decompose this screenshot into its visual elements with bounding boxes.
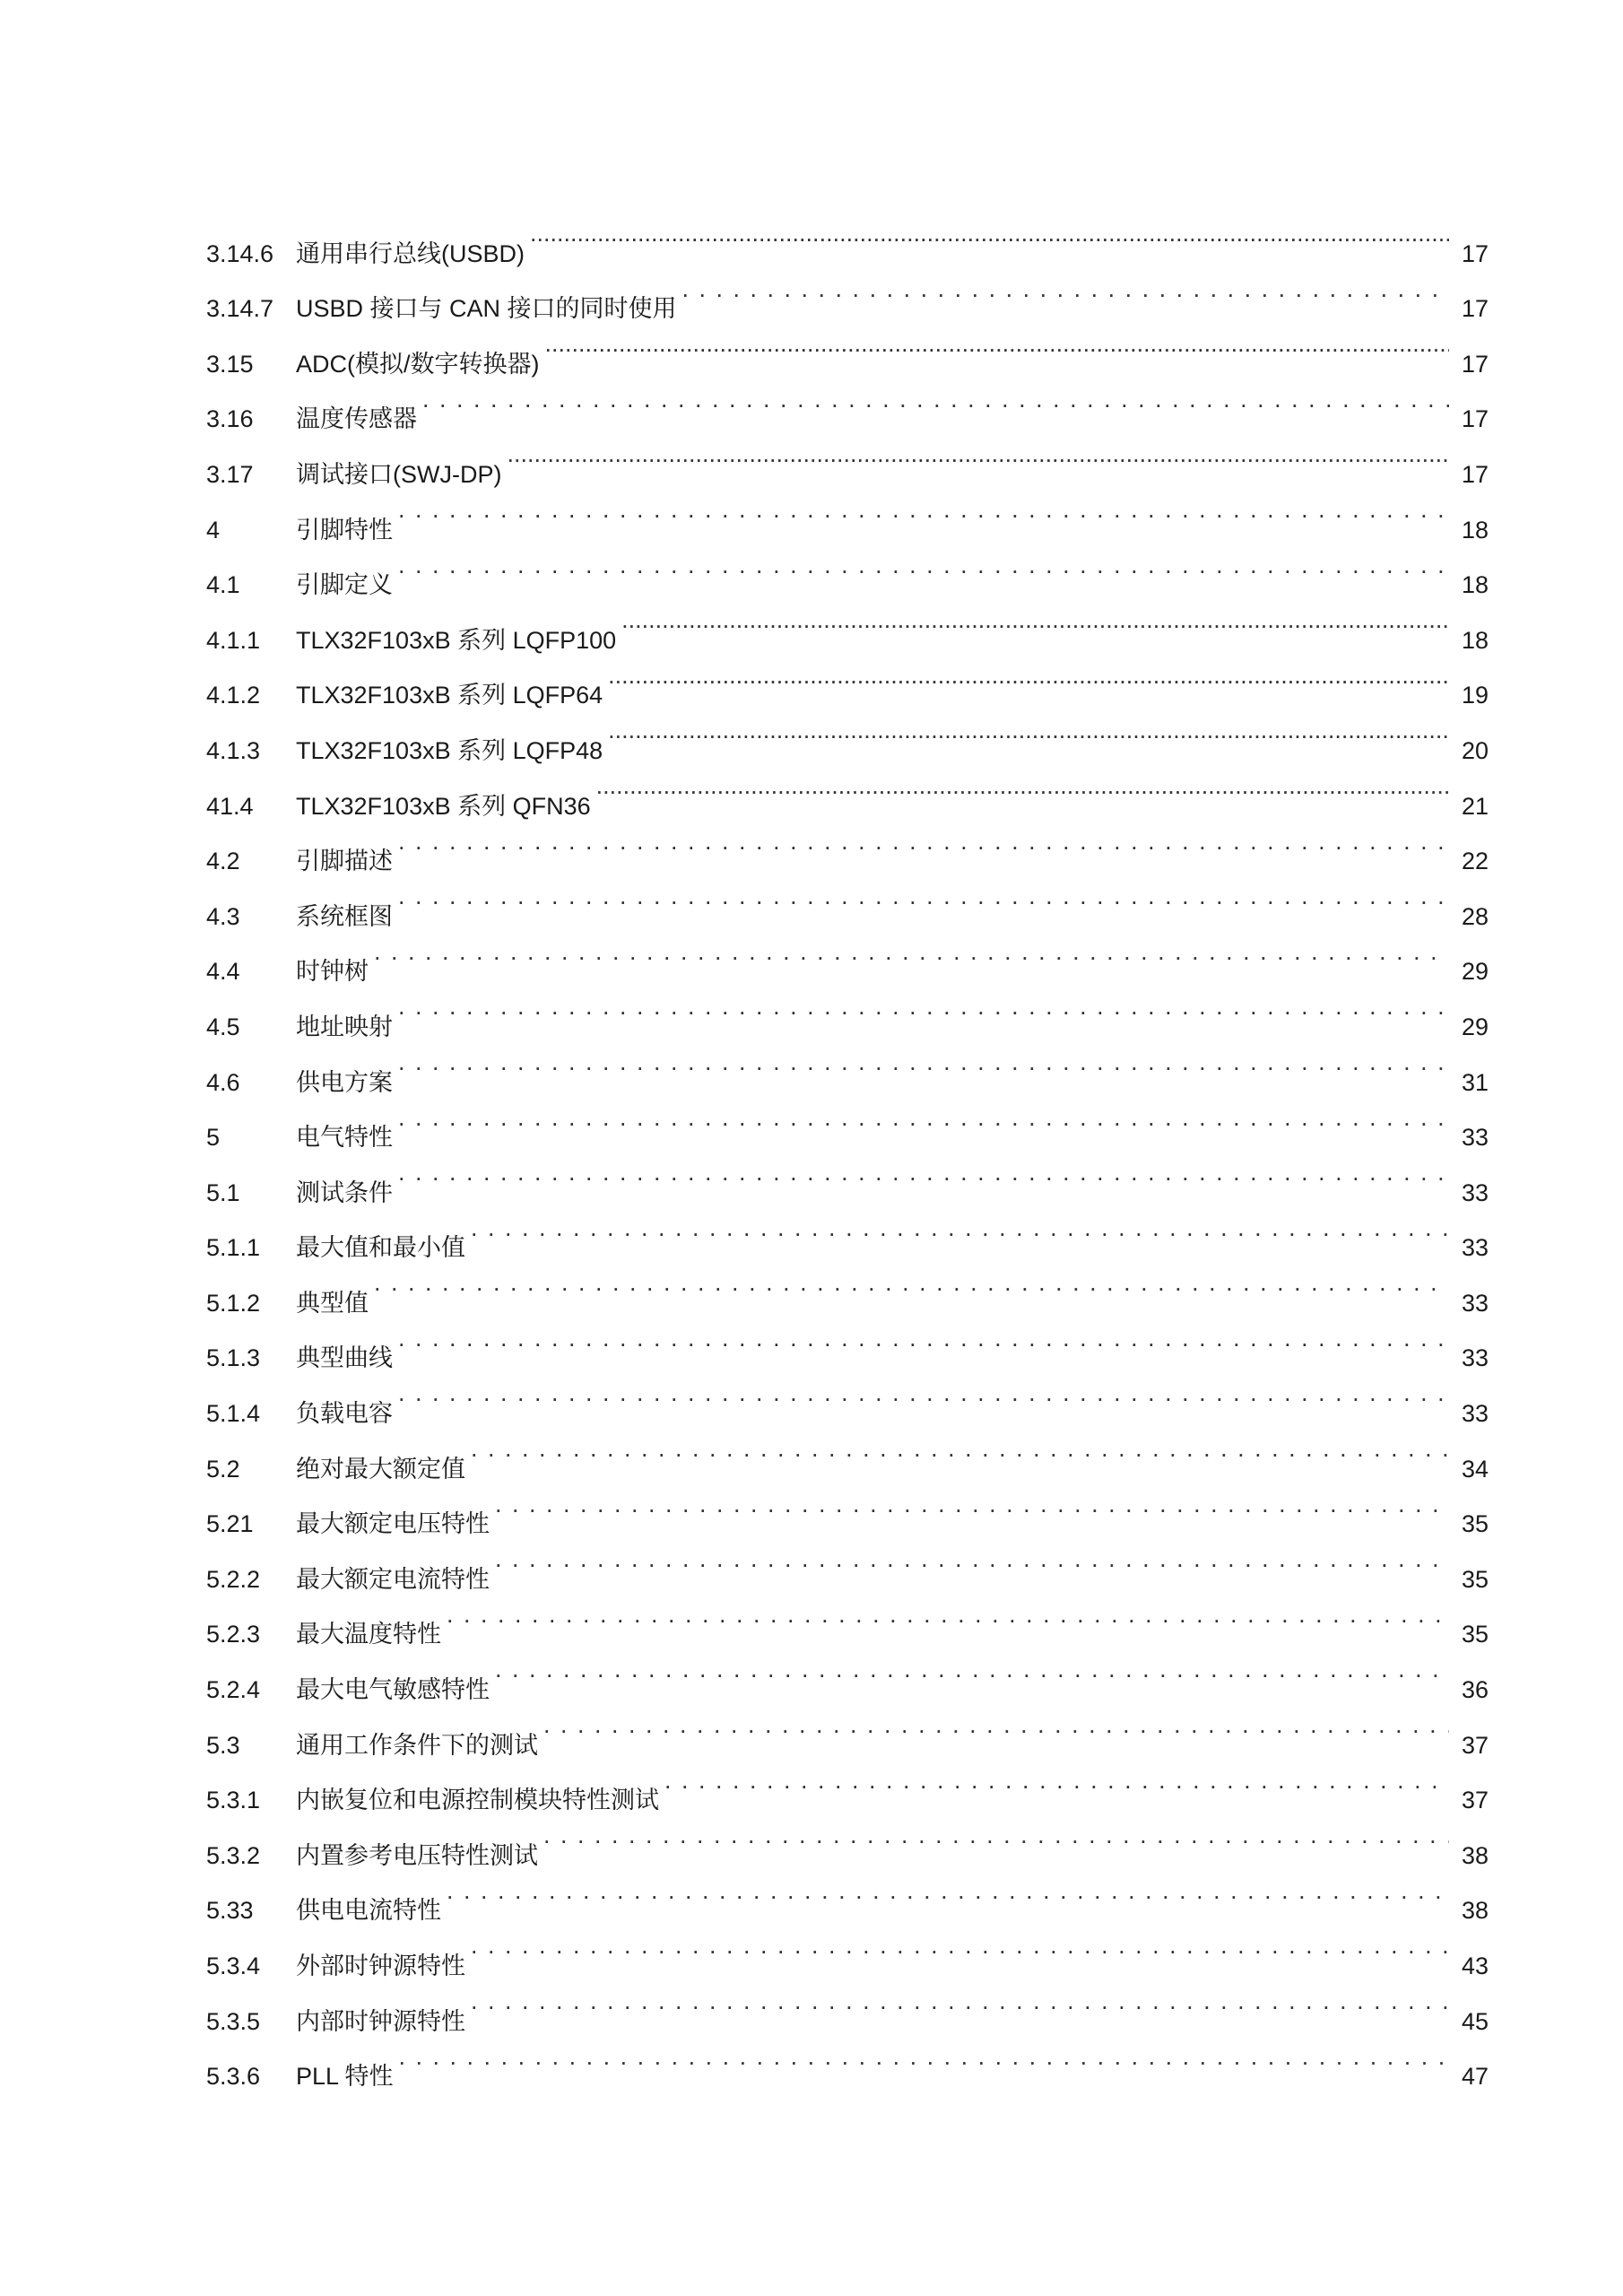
toc-entry-title: PLL 特性	[296, 2063, 394, 2091]
toc-entry-title: 引脚描述	[296, 848, 393, 875]
toc-entry-title: 温度传感器	[296, 405, 417, 433]
toc-entry-page: 33	[1461, 1178, 1488, 1206]
toc-entry-title: 电气特性	[296, 1124, 393, 1152]
toc-dot-leader	[447, 1587, 1449, 1643]
toc-dot-leader	[682, 262, 1449, 317]
toc-entry-title: 最大额定电压特性	[296, 1510, 490, 1538]
toc-entry[interactable]	[206, 925, 1488, 986]
toc-dot-leader	[543, 1698, 1449, 1753]
toc-entry-title: 负载电容	[296, 1400, 393, 1428]
toc-entry-title: TLX32F103xB 系列 LQFP48	[296, 736, 603, 764]
toc-entry-page: 20	[1461, 736, 1488, 764]
toc-entry-number: 5.3.1	[206, 1787, 261, 1814]
toc-dot-leader	[543, 1808, 1449, 1864]
toc-entry-number: 5.3.5	[206, 2007, 261, 2035]
toc-entry[interactable]	[206, 869, 1488, 930]
toc-dot-leader	[374, 1256, 1449, 1311]
toc-entry-title: 绝对最大额定值	[296, 1455, 465, 1483]
toc-entry-page: 34	[1461, 1455, 1488, 1483]
toc-entry-page: 43	[1461, 1952, 1488, 1979]
toc-entry[interactable]	[206, 1201, 1488, 1262]
toc-entry-page: 29	[1461, 958, 1488, 986]
toc-entry-title: 内嵌复位和电源控制模块特性测试	[296, 1787, 659, 1814]
table-of-contents	[206, 206, 1488, 2091]
toc-dot-leader	[398, 869, 1449, 925]
toc-entry-page: 35	[1461, 1565, 1488, 1593]
toc-entry-number: 4.1.3	[206, 736, 261, 764]
toc-entry-number: 4	[206, 516, 221, 544]
toc-entry-number: 5.33	[206, 1897, 254, 1925]
toc-entry-number: 5.3.6	[206, 2063, 261, 2091]
toc-dot-leader	[398, 1311, 1449, 1367]
toc-entry-number: 4.1.2	[206, 682, 261, 709]
toc-dot-leader	[398, 814, 1449, 870]
toc-entry-number: 5.2	[206, 1455, 240, 1483]
toc-entry-number: 3.16	[206, 405, 254, 433]
toc-entry-page: 17	[1461, 295, 1488, 323]
toc-entry-page: 33	[1461, 1289, 1488, 1317]
toc-dot-leader	[471, 1201, 1449, 1257]
toc-entry-page: 35	[1461, 1510, 1488, 1538]
toc-dot-leader	[608, 703, 1449, 759]
toc-entry-title: 外部时钟源特性	[296, 1952, 465, 1979]
toc-entry-number: 41.4	[206, 792, 254, 820]
toc-entry-title: 引脚特性	[296, 516, 393, 544]
toc-entry-page: 22	[1461, 848, 1488, 875]
toc-entry-title: 内部时钟源特性	[296, 2007, 465, 2035]
toc-dot-leader	[471, 1918, 1449, 1974]
toc-entry-page: 33	[1461, 1234, 1488, 1262]
toc-entry-number: 5.2.2	[206, 1565, 261, 1593]
toc-entry-number: 4.1.1	[206, 626, 261, 654]
toc-entry-page: 18	[1461, 516, 1488, 544]
toc-entry-number: 5.2.4	[206, 1676, 261, 1704]
toc-entry-title: 引脚定义	[296, 571, 393, 599]
toc-entry-page: 38	[1461, 1841, 1488, 1869]
toc-entry-number: 3.17	[206, 460, 254, 488]
toc-entry-page: 21	[1461, 792, 1488, 820]
toc-dot-leader	[399, 2030, 1449, 2085]
toc-entry-number: 5.1	[206, 1178, 240, 1206]
toc-entry-page: 47	[1461, 2063, 1488, 2091]
toc-entry-page: 29	[1461, 1013, 1488, 1040]
toc-entry-number: 4.6	[206, 1068, 240, 1096]
toc-dot-leader	[398, 1366, 1449, 1422]
toc-entry-page: 45	[1461, 2007, 1488, 2035]
toc-dot-leader	[398, 1035, 1449, 1091]
toc-entry-title: 最大额定电流特性	[296, 1565, 490, 1593]
toc-entry-title: TLX32F103xB 系列 LQFP100	[296, 626, 617, 654]
toc-dot-leader	[530, 206, 1449, 262]
toc-dot-leader	[447, 1864, 1449, 1919]
toc-dot-leader	[471, 1422, 1449, 1477]
toc-dot-leader	[495, 1532, 1449, 1587]
toc-entry[interactable]	[206, 1145, 1488, 1206]
toc-entry-title: TLX32F103xB 系列 LQFP64	[296, 682, 603, 709]
toc-entry-page: 36	[1461, 1676, 1488, 1704]
toc-entry-title: 测试条件	[296, 1178, 393, 1206]
toc-entry[interactable]	[206, 1422, 1488, 1483]
toc-entry-title: 供电方案	[296, 1068, 393, 1096]
toc-dot-leader	[507, 427, 1449, 483]
toc-entry-page: 17	[1461, 350, 1488, 378]
toc-entry[interactable]	[206, 1366, 1488, 1428]
toc-entry-number: 4.4	[206, 958, 240, 986]
toc-entry-page: 18	[1461, 571, 1488, 599]
toc-entry[interactable]	[206, 483, 1488, 544]
toc-entry-number: 3.15	[206, 350, 254, 378]
toc-dot-leader	[398, 979, 1449, 1035]
toc-entry[interactable]	[206, 1035, 1488, 1096]
toc-entry-page: 17	[1461, 460, 1488, 488]
toc-dot-leader	[608, 648, 1449, 704]
toc-entry-number: 3.14.7	[206, 295, 274, 323]
toc-entry-title: 系统框图	[296, 902, 393, 930]
toc-dot-leader	[545, 317, 1450, 372]
toc-entry-title: 时钟树	[296, 958, 369, 986]
toc-entry-number: 5.1.3	[206, 1344, 261, 1372]
toc-entry-number: 5.3.4	[206, 1952, 261, 1979]
toc-entry-number: 4.5	[206, 1013, 240, 1040]
toc-entry-number: 5.1.2	[206, 1289, 261, 1317]
toc-entry-page: 17	[1461, 239, 1488, 267]
toc-dot-leader	[422, 372, 1449, 428]
toc-entry-title: TLX32F103xB 系列 QFN36	[296, 792, 591, 820]
toc-entry-title: 内置参考电压特性测试	[296, 1841, 538, 1869]
toc-entry-title: 通用串行总线(USBD)	[296, 239, 525, 267]
toc-entry-number: 4.2	[206, 848, 240, 875]
toc-entry-number: 5.1.4	[206, 1400, 261, 1428]
toc-dot-leader	[495, 1642, 1449, 1698]
toc-entry-page: 31	[1461, 1068, 1488, 1096]
toc-entry[interactable]	[206, 1256, 1488, 1317]
toc-dot-leader	[398, 1145, 1449, 1201]
toc-entry-page: 37	[1461, 1731, 1488, 1759]
toc-dot-leader	[471, 1974, 1449, 2030]
toc-entry-title: 典型值	[296, 1289, 369, 1317]
toc-entry-page: 38	[1461, 1897, 1488, 1925]
toc-entry-number: 5	[206, 1124, 221, 1152]
toc-entry[interactable]	[206, 1091, 1488, 1152]
toc-entry-page: 28	[1461, 902, 1488, 930]
toc-entry[interactable]	[206, 1311, 1488, 1372]
toc-entry-number: 3.14.6	[206, 239, 274, 267]
toc-entry-page: 33	[1461, 1124, 1488, 1152]
toc-entry[interactable]	[206, 538, 1488, 599]
toc-entry-page: 33	[1461, 1344, 1488, 1372]
toc-entry[interactable]	[206, 814, 1488, 875]
toc-entry-number: 4.1	[206, 571, 240, 599]
toc-entry-number: 5.21	[206, 1510, 254, 1538]
toc-entry[interactable]	[206, 593, 1488, 654]
toc-entry-title: 最大温度特性	[296, 1621, 441, 1648]
toc-entry-number: 5.1.1	[206, 1234, 261, 1262]
toc-entry-page: 33	[1461, 1400, 1488, 1428]
toc-entry[interactable]	[206, 979, 1488, 1040]
toc-entry-number: 4.3	[206, 902, 240, 930]
toc-dot-leader	[596, 759, 1449, 814]
toc-entry-title: 典型曲线	[296, 1344, 393, 1372]
toc-entry[interactable]	[206, 206, 1488, 267]
toc-entry-number: 5.2.3	[206, 1621, 261, 1648]
toc-entry-title: 通用工作条件下的测试	[296, 1731, 538, 1759]
toc-entry-page: 19	[1461, 682, 1488, 709]
toc-dot-leader	[621, 593, 1449, 648]
toc-entry[interactable]	[206, 2030, 1488, 2091]
toc-dot-leader	[664, 1753, 1449, 1809]
toc-entry-page: 35	[1461, 1621, 1488, 1648]
toc-entry-number: 5.3	[206, 1731, 240, 1759]
toc-dot-leader	[398, 538, 1449, 594]
toc-entry-title: 地址映射	[296, 1013, 393, 1040]
toc-dot-leader	[398, 483, 1449, 538]
toc-entry-page: 37	[1461, 1787, 1488, 1814]
toc-entry-title: 最大值和最小值	[296, 1234, 465, 1262]
toc-entry-number: 5.3.2	[206, 1841, 261, 1869]
toc-dot-leader	[495, 1477, 1449, 1533]
toc-entry-title: 调试接口(SWJ-DP)	[296, 460, 502, 488]
toc-entry-page: 17	[1461, 405, 1488, 433]
toc-entry-page: 18	[1461, 626, 1488, 654]
toc-entry-title: 最大电气敏感特性	[296, 1676, 490, 1704]
toc-dot-leader	[374, 925, 1449, 980]
toc-entry-title: USBD 接口与 CAN 接口的同时使用	[296, 295, 677, 323]
toc-entry-title: 供电电流特性	[296, 1897, 441, 1925]
toc-entry-title: ADC(模拟/数字转换器)	[296, 350, 540, 378]
toc-dot-leader	[398, 1091, 1449, 1146]
